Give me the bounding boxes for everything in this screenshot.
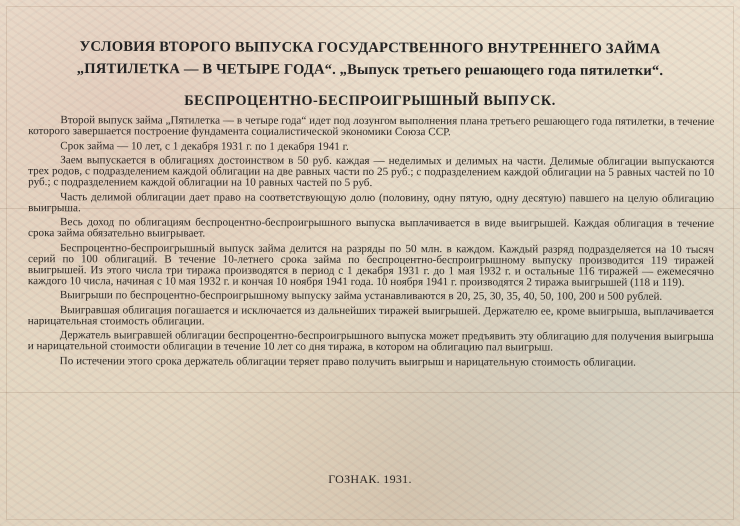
paper-fold-line	[0, 392, 740, 393]
paragraph-claim-period: Держатель выигравшей облигации беспроцентно-беспроигрышного выпуска может предъявить эту облигацию для получения выигрыша и нарицательной стоимости облигации в течение 10 лет со дня тиража, в котором на облигацию пал выигрыш.	[27, 329, 714, 354]
document-heading: УСЛОВИЯ ВТОРОГО ВЫПУСКА ГОСУДАРСТВЕННОГО ВНУТРЕННЕГО ЗАЙМА	[79, 38, 661, 58]
printer-imprint: ГОЗНАК. 1931.	[328, 472, 412, 486]
paragraph-term: Срок займа — 10 лет, с 1 декабря 1931 г. по 1 декабря 1941 г.	[60, 139, 349, 153]
paragraph-denominations: Заем выпускается в облигациях достоинством в 50 руб. каждая — неделимых и делимых на части. Делимые облигации выпускаются трех родов, с подразделением каждой облигации на две равных части по 25 руб.; с подразделением каждой облигации на 5 равных частей по 10 руб.; с подразделением каждой облигации на 10 равных частей по 5 руб.	[28, 153, 715, 190]
paragraph-expiry: По истечении этого срока держатель облигации теряет право получить выигрыш и нарицательную стоимость облигации.	[59, 354, 636, 369]
paragraph-redemption: Выигравшая облигация погашается и исключается из дальнейших тиражей выигрышей. Держателю ее, кроме выигрыша, выплачивается нарицательная стоимость облигации.	[27, 303, 714, 328]
document-subheading: БЕСПРОЦЕНТНО-БЕСПРОИГРЫШНЫЙ ВЫПУСК.	[184, 93, 556, 109]
paragraph-income: Весь доход по облигациям беспроцентно-беспроигрышного выпуска выплачивается в виде выигрышей. Каждая облигация в течение срока займа обязательно выигрывает.	[28, 216, 715, 240]
paragraph-prize-amounts: Выигрыши по беспроцентно-беспроигрышному выпуску займа устанавливаются в 20, 25, 30, 35, 40, 50, 100, 200 и 500 рублей.	[59, 289, 663, 304]
paragraph-draws: Беспроцентно-беспроигрышный выпуск займа делится на разряды по 50 млн. в каждом. Каждый разряд подразделяется на 10 тысяч серий по 100 облигаций. В течение 10-летнего срока займа по беспроцентно-беспроигрышному выпуску производится 119 тиражей выигрышей. Из этого числа три тиража производятся в период с 1 декабря 1931 г. до 1 мая 1932 г. и остальные 116 тиражей — ежемесячно каждого 10 числа, начиная с 10 мая 1932 г. и кончая 10 ноября 1941 года. 10 ноября 1941 г. производятся 2 тиража выигрышей (118 и 119).	[27, 241, 715, 289]
paragraph-purpose: Второй выпуск займа „Пятилетка — в четыре года“ идет под лозунгом выполнения плана третьего решающего года пятилетки, в течение которого завершается построение фундамента социалистической экономики Союза ССР.	[28, 114, 715, 139]
conditions-text	[28, 115, 715, 372]
paragraph-partial-winnings: Часть делимой облигации дает право на соответствующую долю (половину, одну пятую, одну десятую) павшего на целую облигацию выигрыша.	[28, 190, 715, 214]
document-heading-loan-name: „ПЯТИЛЕТКА — В ЧЕТЫРЕ ГОДА“. „Выпуск третьего решающего года пятилетки“.	[76, 60, 664, 80]
